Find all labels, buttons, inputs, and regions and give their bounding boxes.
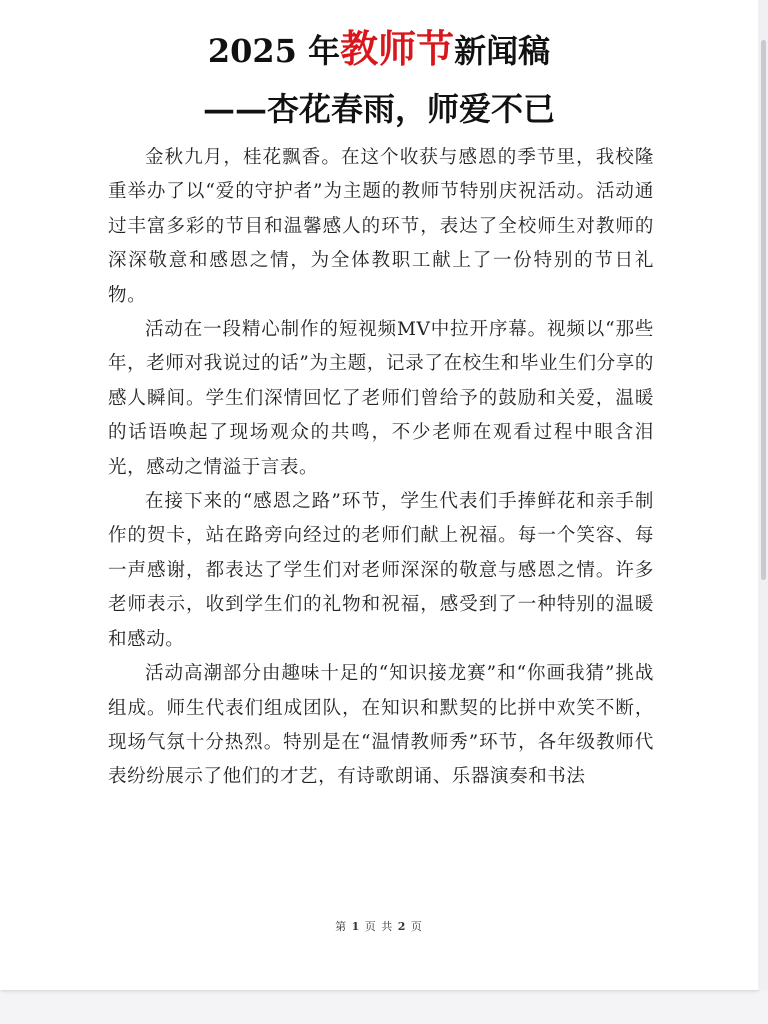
paragraph: 在接下来的“感恩之路”环节，学生代表们手捧鲜花和亲手制作的贺卡，站在路旁向经过的老师们献上祝福。每一个笑容、每一声感谢，都表达了学生们对老师深深的敬意与感恩之情。许多老师表示，收到学生们的礼物和祝福，感受到了一种特别的温暖和感动。 [108, 491, 654, 650]
paragraph: 活动高潮部分由趣味十足的“知识接龙赛”和“你画我猜”挑战组成。师生代表们组成团队，在知识和默契的比拼中欢笑不断，现场气氛十分热烈。特别是在“温情教师秀”环节，各年级教师代表纷纷展示了他们的才艺，有诗歌朗诵、乐器演奏和书法 [108, 663, 654, 788]
page-subtitle: ——杏花春雨，师爱不已 [202, 90, 555, 128]
viewer-bottom-area [0, 996, 768, 1024]
scrollbar-thumb[interactable] [761, 40, 766, 580]
total-page-number: 2 [397, 920, 407, 933]
footer-middle: 页 共 [364, 920, 394, 933]
title-suffix: 新闻稿 [454, 32, 551, 70]
footer-prefix: 第 [335, 920, 348, 933]
page-title [0, 18, 758, 73]
vertical-scrollbar[interactable] [758, 0, 768, 990]
current-page-number: 1 [351, 920, 361, 933]
title-prefix: 2025 年 [207, 32, 341, 70]
footer-suffix: 页 [410, 920, 423, 933]
paragraph: 活动在一段精心制作的短视频MV中拉开序幕。视频以“那些年，老师对我说过的话”为主题，记录了在校生和毕业生们分享的感人瞬间。学生们深情回忆了老师们曾给予的鼓励和关爱，温暖的话语唤起了现场观众的共鸣，不少老师在观看过程中眼含泪光，感动之情溢于言表。 [108, 319, 654, 478]
paragraph: 金秋九月，桂花飘香。在这个收获与感恩的季节里，我校隆重举办了以“爱的守护者”为主题的教师节特别庆祝活动。活动通过丰富多彩的节目和温馨感人的环节，表达了全校师生对教师的深深敬意和感恩之情，为全体教职工献上了一份特别的节日礼物。 [108, 147, 654, 306]
article-body [108, 141, 654, 795]
title-highlight: 教师节 [340, 26, 455, 71]
page-number-footer [0, 918, 758, 934]
